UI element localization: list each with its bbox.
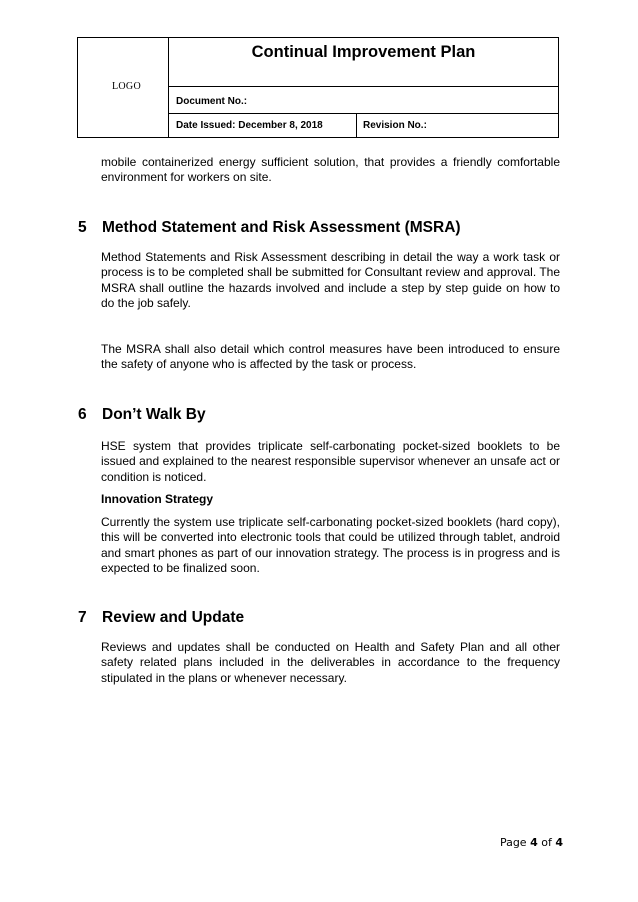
section-number: 7 bbox=[78, 609, 87, 626]
document-title: Continual Improvement Plan bbox=[169, 38, 558, 87]
section-heading-dont-walk-by bbox=[78, 406, 206, 424]
date-issued-field: Date Issued: December 8, 2018 bbox=[169, 114, 357, 137]
total-pages-number: 4 bbox=[555, 836, 563, 849]
section-heading-review-update bbox=[78, 609, 244, 627]
msra-paragraph-2: The MSRA shall also detail which control measures have been introduced to ensure the safety of anyone who is affected by the task or process. bbox=[101, 342, 560, 372]
page-number-footer bbox=[500, 836, 563, 849]
section-number: 6 bbox=[78, 406, 87, 423]
innovation-strategy-paragraph: Currently the system use triplicate self-carbonating pocket-sized booklets (hard copy), this will be converted into electronic tools that could be utilized through tablet, android and smart phones as part of our innovation strategy. The process is in progress and is expected to be finalized soon. bbox=[101, 515, 560, 576]
review-update-paragraph: Reviews and updates shall be conducted on Health and Safety Plan and all other safety related plans included in the deliverables in accordance to the frequency stipulated in the plans or whenever necessary. bbox=[101, 640, 560, 685]
section-title: Review and Update bbox=[102, 609, 245, 626]
logo-cell bbox=[78, 38, 169, 137]
page-label: Page bbox=[499, 836, 527, 849]
current-page-number: 4 bbox=[530, 836, 538, 849]
revision-number-field: Revision No.: bbox=[363, 120, 427, 131]
section-title: Method Statement and Risk Assessment (MSRA) bbox=[102, 219, 461, 236]
section-title: Don’t Walk By bbox=[102, 406, 206, 423]
logo-placeholder: LOGO bbox=[112, 81, 141, 92]
document-header-table bbox=[77, 37, 559, 138]
section-number: 5 bbox=[78, 219, 87, 236]
intro-paragraph: mobile containerized energy sufficient solution, that provides a friendly comfortable environment for workers on site. bbox=[101, 155, 560, 185]
dont-walk-by-paragraph: HSE system that provides triplicate self-carbonating pocket-sized booklets to be issued and explained to the nearest responsible supervisor whenever an unsafe act or condition is noticed. bbox=[101, 439, 560, 484]
of-label: of bbox=[541, 836, 552, 849]
section-heading-msra bbox=[78, 219, 461, 237]
innovation-strategy-subheading: Innovation Strategy bbox=[101, 492, 214, 506]
msra-paragraph-1: Method Statements and Risk Assessment describing in detail the way a work task or process is to be completed shall be submitted for Consultant review and approval. The MSRA shall outline the hazards involved and include a step by step guide on how to do the job safely. bbox=[101, 250, 560, 311]
document-number-field: Document No.: bbox=[169, 87, 558, 114]
